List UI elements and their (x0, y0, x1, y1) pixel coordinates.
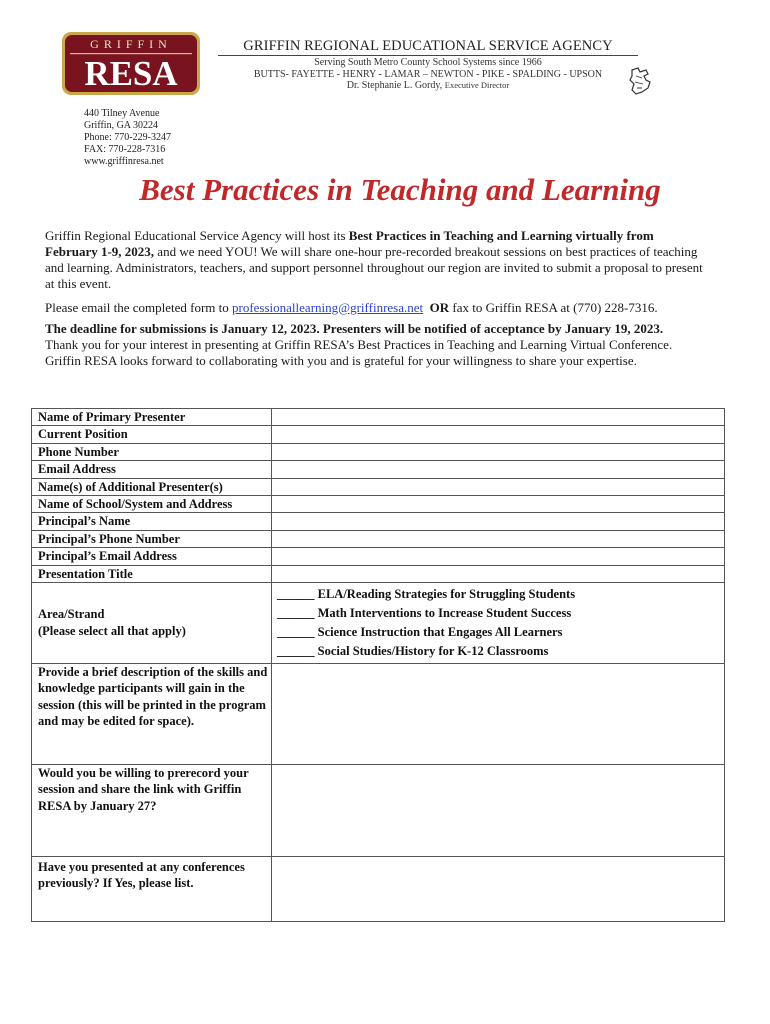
principal-phone-input[interactable] (272, 530, 725, 547)
description-input[interactable] (272, 663, 725, 764)
field-label: Name(s) of Additional Presenter(s) (32, 478, 272, 495)
conferences-input[interactable] (272, 856, 725, 921)
current-position-input[interactable] (272, 426, 725, 443)
field-label: Phone Number (32, 443, 272, 460)
submission-text: Please email the completed form to (45, 300, 232, 315)
agency-address (84, 108, 171, 168)
strand-option-science[interactable]: ______ Science Instruction that Engages All Learners (277, 624, 563, 639)
thank-you-text: Thank you for your interest in presenting at Griffin RESA’s Best Practices in Teaching and Learning Virtual Conference. Griffin RESA looks forward to collaborating with you and is grateful for your willingness to share your expertise. (45, 337, 673, 368)
form-row (32, 461, 725, 478)
field-label: Principal’s Phone Number (32, 530, 272, 547)
email-address-input[interactable] (272, 461, 725, 478)
page-title: Best Practices in Teaching and Learning (139, 172, 661, 207)
logo-main-text: RESA (84, 54, 178, 93)
conferences-label (32, 856, 272, 921)
field-label: Name of School/System and Address (32, 495, 272, 512)
strand-option-ela[interactable]: ______ ELA/Reading Strategies for Struggling Students (277, 586, 576, 601)
submission-or: OR (429, 300, 450, 315)
form-row (32, 513, 725, 530)
field-label: Principal’s Name (32, 513, 272, 530)
area-strand-row (32, 582, 725, 663)
form-row (32, 565, 725, 582)
field-label: Name of Primary Presenter (32, 409, 272, 426)
field-label: Current Position (32, 426, 272, 443)
description-row (32, 663, 725, 764)
address-street: 440 Tilney Avenue (84, 108, 160, 119)
field-label: Presentation Title (32, 565, 272, 582)
form-row (32, 548, 725, 565)
prerecord-row (32, 764, 725, 856)
deadline-text: The deadline for submissions is January 12, 2023. Presenters will be notified of acceptance by January 19, 2023. (45, 321, 664, 336)
director-line (218, 80, 638, 91)
intro-text-end: and we need YOU! We will share one-hour pre-recorded breakout sessions on best practices of teaching and learning. Administrators, teachers, and support personnel throughout our region are invited to submit a proposal to present at this event. (45, 244, 703, 291)
address-website: www.griffinresa.net (84, 156, 164, 167)
prerecord-label: Would you be willing to prerecord your session and share the link with Griffin RESA by January 27? (32, 764, 272, 856)
georgia-state-seal-icon (624, 64, 658, 98)
fax-text: fax to Griffin RESA at (770) 228-7316. (449, 300, 658, 315)
area-strand-label-cell (32, 582, 272, 663)
conferences-row (32, 856, 725, 921)
field-label: Principal’s Email Address (32, 548, 272, 565)
deadline-paragraph (45, 321, 705, 369)
strand-option-social-studies[interactable]: ______ Social Studies/History for K-12 Classrooms (277, 643, 549, 658)
submission-instructions (45, 300, 705, 316)
logo-top-text: GRIFFIN (90, 37, 172, 51)
school-system-address-input[interactable] (272, 495, 725, 512)
agency-tagline: Serving South Metro County School Systems since 1966 (314, 57, 542, 68)
header-divider (218, 55, 638, 56)
county-list: BUTTS- FAYETTE - HENRY - LAMAR – NEWTON - PIKE - SPALDING - UPSON (253, 69, 603, 80)
strand-option-math[interactable]: ______ Math Interventions to Increase Student Success (277, 605, 572, 620)
additional-presenters-input[interactable] (272, 478, 725, 495)
intro-event-dates: Best Practices in Teaching and Learning virtually from February 1-9, 2023, (45, 228, 654, 259)
griffin-resa-logo (62, 32, 200, 95)
submission-email-link[interactable]: professionallearning@griffinresa.net (232, 300, 424, 315)
area-strand-label: Area/Strand (38, 606, 105, 621)
form-row (32, 478, 725, 495)
principal-email-input[interactable] (272, 548, 725, 565)
intro-paragraph (45, 228, 705, 292)
form-row (32, 443, 725, 460)
address-fax: FAX: 770-228-7316 (84, 144, 166, 155)
description-label: Provide a brief description of the skills and knowledge participants will gain in the session (this will be printed in the program and may be edited for space). (32, 663, 272, 764)
form-row (32, 426, 725, 443)
director-title: Executive Director (444, 80, 510, 90)
conferences-label-text: Have you presented at any conferences previously? If Yes, please list. (38, 859, 245, 891)
principal-name-input[interactable] (272, 513, 725, 530)
presentation-title-input[interactable] (272, 565, 725, 582)
prerecord-input[interactable] (272, 764, 725, 856)
director-name: Dr. Stephanie L. Gordy, (346, 80, 443, 91)
proposal-form-table (31, 408, 725, 922)
address-city: Griffin, GA 30224 (84, 120, 158, 131)
strand-options (272, 582, 725, 663)
intro-text-start: Griffin Regional Educational Service Agency will host its (45, 228, 349, 243)
agency-name: GRIFFIN REGIONAL EDUCATIONAL SERVICE AGENCY (243, 38, 613, 54)
form-row (32, 409, 725, 426)
form-row (32, 530, 725, 547)
area-strand-note: (Please select all that apply) (38, 623, 186, 638)
phone-number-input[interactable] (272, 443, 725, 460)
field-label: Email Address (32, 461, 272, 478)
primary-presenter-input[interactable] (272, 409, 725, 426)
form-row (32, 495, 725, 512)
address-phone: Phone: 770-229-3247 (84, 132, 171, 143)
